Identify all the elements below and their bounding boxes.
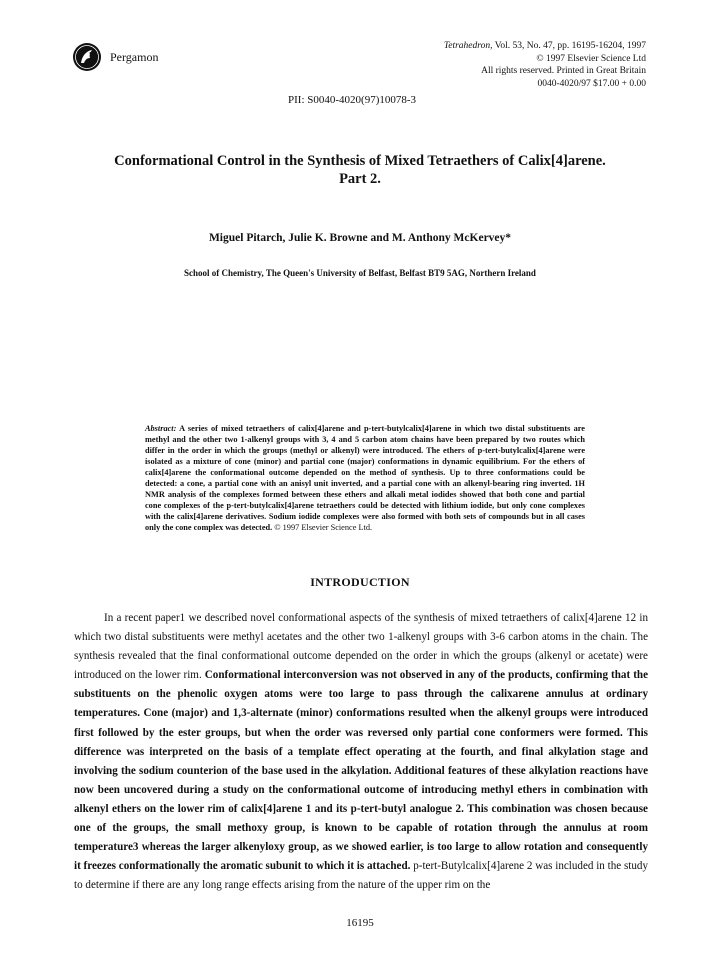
abstract-lead: Abstract: bbox=[145, 424, 177, 433]
pii-number: PII: S0040-4020(97)10078-3 bbox=[288, 94, 417, 106]
rights-line: All rights reserved. Printed in Great Britain bbox=[481, 66, 646, 76]
intro-paragraph bbox=[74, 609, 648, 895]
journal-ref: Vol. 53, No. 47, pp. 16195-16204, 1997 bbox=[494, 41, 646, 51]
pergamon-logo-icon bbox=[72, 42, 102, 72]
abstract bbox=[145, 423, 585, 533]
title-line-1: Conformational Control in the Synthesis of Mixed Tetraethers of Calix[4]arene. bbox=[114, 153, 606, 169]
journal-citation bbox=[444, 40, 646, 53]
introduction-body bbox=[74, 609, 648, 895]
intro-bold-text: Conformational interconversion was not observed in any of the products, confirming that the substituents on the phenolic oxygen atoms were too large to pass through the calixarene annulus at ordinary temperatures. Cone (major) and 1,3-alternate (minor) conformations resulted when the alkenyl groups were introduced first followed by the ester groups, but when the order was reversed only partial cone conformers were formed. This difference was interpreted on the basis of a template effect operating at the fourth, and final alkylation stage and involving the sodium counterion of the base used in the alkylation. Additional features of these alkylation reactions have now been uncovered during a study on the conformational outcome of introducing methyl ethers in combination with alkenyl ethers on the lower rim of calix[4]arene 1 and its p-tert-butyl analogue 2. This combination was chosen because one of the groups, the small methoxy group, is known to be capable of rotation through the annulus at room temperature3 whereas the larger alkenyloxy group, as we showed earlier, is too large to allow rotation and consequently it freezes conformationally the aromatic subunit to which it is attached. bbox=[74, 669, 648, 873]
intro-plain-text: In a recent paper1 we described novel conformational aspects of the synthesis of mixed tetraethers of calix[4]arene 12 in which two distal substituents were methyl acetates and the other two 1-alkenyl groups with 3-6 carbon atoms in the chain. The synthesis revealed that the final conformational outcome depended on the order in which the groups (alkenyl or acetate) were introduced on the lower rim. bbox=[74, 612, 648, 682]
title-line-2: Part 2. bbox=[339, 171, 381, 187]
section-heading: INTRODUCTION bbox=[310, 575, 410, 589]
journal-name: Tetrahedron, bbox=[443, 41, 493, 51]
price-line: 0040-4020/97 $17.00 + 0.00 bbox=[537, 78, 646, 89]
abstract-body: A series of mixed tetraethers of calix[4]arene and p-tert-butylcalix[4]arene in which two distal substituents are methyl and the other two 1-alkenyl groups with 3, 4 and 5 carbon atom chains have been prepared by two routes which differ in the order in which the groups (methyl or alkenyl) were introduced. The ethers of p-tert-butylcalix[4]arene were isolated as a mixture of cone (minor) and partial cone (major) conformations in dynamic equilibrium. For the ethers of calix[4]arene the conformational outcome depended on the method of synthesis. Up to three conformations could be detected: a cone, a partial cone with an anisyl unit inverted, and a partial cone with an alkenyl-bearing ring inverted. 1H NMR analysis of the complexes formed between these ethers and alkali metal iodides showed that both cone and partial cone complexes of the p-tert-butylcalix[4]arene tetraethers could be detected with lithium iodide, but only cone complexes with the calix[4]arene derivatives. Sodium iodide complexes were also formed with both sets of compounds but in all cases only the cone complex was detected. bbox=[145, 424, 585, 532]
publisher-name: Pergamon bbox=[110, 50, 159, 64]
journal-info bbox=[444, 40, 646, 90]
abstract-copyright: © 1997 Elsevier Science Ltd. bbox=[274, 523, 373, 532]
author-list: Miguel Pitarch, Julie K. Browne and M. Anthony McKervey* bbox=[208, 232, 512, 244]
paper-title bbox=[60, 152, 660, 188]
intro-tail-text: p-tert-Butylcalix[4]arene 2 was included in the study to determine if there are any long range effects arising from the nature of the upper rim on the bbox=[74, 860, 648, 892]
copyright-line: © 1997 Elsevier Science Ltd bbox=[536, 53, 646, 64]
page-number: 16195 bbox=[346, 917, 374, 929]
affiliation: School of Chemistry, The Queen's University of Belfast, Belfast BT9 5AG, Northern Ireland bbox=[184, 268, 536, 278]
